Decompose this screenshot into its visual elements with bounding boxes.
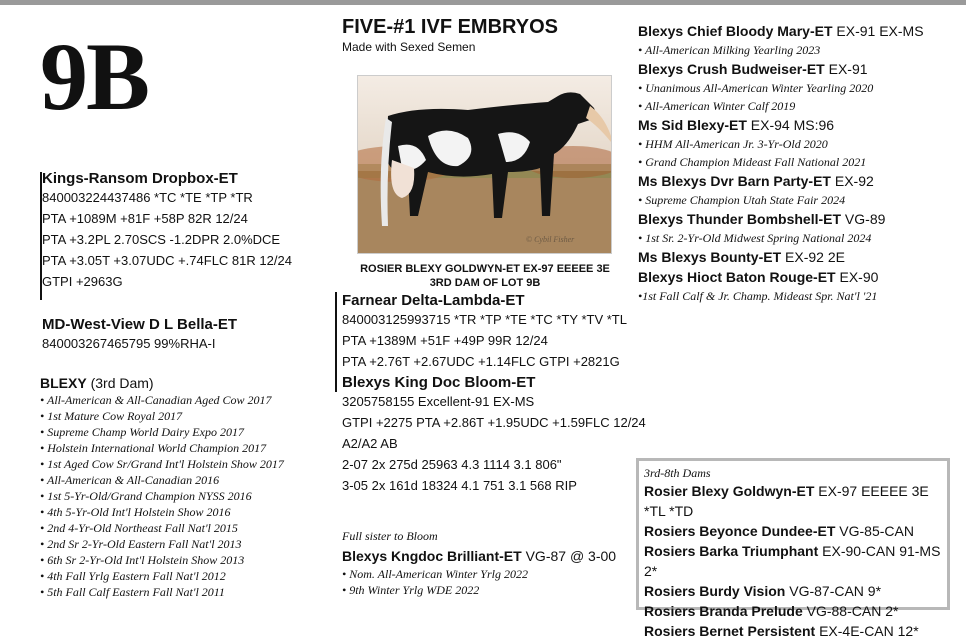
blexy-heading-note: (3rd Dam) — [86, 375, 154, 391]
embryo-sire-line: 840003125993715 *TR *TP *TE *TC *TY *TV *TL — [342, 312, 627, 327]
dams-box-row — [644, 621, 947, 641]
family-member-note: • Supreme Champion Utah State Fair 2024 — [638, 191, 958, 209]
dams-box-row — [644, 581, 947, 601]
lactation-record: 2-07 2x 275d 25963 4.3 1114 3.1 806" — [342, 457, 562, 472]
dams-box-row — [644, 481, 947, 521]
family-member-name: Blexys Hioct Baton Rouge-ET — [638, 269, 836, 285]
dams-box-row — [644, 521, 947, 541]
dams-box-label: 3rd-8th Dams — [644, 466, 711, 480]
dam-sire-line: 840003267465795 99%RHA-I — [42, 336, 216, 351]
embryo-sire-line: PTA +1389M +51F +49P 99R 12/24 — [342, 333, 548, 348]
blexy-award: • Supreme Champ World Dairy Expo 2017 — [40, 424, 284, 440]
photo-caption-line1: ROSIER BLEXY GOLDWYN-ET EX-97 EEEEE 3E — [360, 263, 610, 275]
family-list — [638, 21, 958, 305]
dams-box-row-score: VG-88-CAN 2* — [802, 603, 899, 619]
family-member-note-text: 1st Fall Calf & Jr. Champ. Mideast Spr. Nat'l '21 — [642, 289, 878, 303]
family-member-note: • Grand Champion Mideast Fall National 2021 — [638, 153, 958, 171]
family-member-note: • All-American Winter Calf 2019 — [638, 97, 958, 115]
lactation-record: 3-05 2x 161d 18324 4.1 751 3.1 568 RIP — [342, 478, 577, 493]
full-sister-score: VG-87 @ 3-00 — [521, 548, 617, 564]
photo-signature: © Cybil Fisher — [526, 235, 575, 244]
family-member-name: Ms Blexys Bounty-ET — [638, 249, 782, 265]
family-member-note: • 1st Sr. 2-Yr-Old Midwest Spring National 2024 — [638, 229, 958, 247]
full-sister-block — [342, 528, 616, 598]
pedigree-bracket-middle — [335, 292, 337, 392]
family-member-score: VG-89 — [841, 211, 886, 227]
blexy-heading-name: BLEXY — [40, 375, 87, 391]
blexy-award: • 2nd Sr 2-Yr-Old Eastern Fall Nat'l 2013 — [40, 536, 284, 552]
dams-box-row — [644, 541, 947, 581]
sire-line: PTA +3.2PL 2.70SCS -1.2DPR 2.0%DCE — [42, 232, 281, 247]
full-sister-title — [342, 546, 616, 566]
photo-caption-line2: 3RD DAM OF LOT 9B — [429, 277, 541, 289]
dams-box-row-score: EX-97 EEEEE 3E *TL *TD — [644, 483, 929, 519]
full-sister-award: • Nom. All-American Winter Yrlg 2022 — [342, 566, 616, 582]
dams-box-row-name: Rosiers Burdy Vision — [644, 583, 786, 599]
cow-photo — [357, 75, 612, 254]
family-member — [638, 247, 958, 267]
sire-line: 840003224437486 *TC *TE *TP *TR — [42, 190, 253, 205]
family-member-note: •1st Fall Calf & Jr. Champ. Mideast Spr. Nat'l '21 — [638, 289, 878, 303]
dam-sire-block — [42, 316, 237, 354]
dams-box-row — [644, 601, 947, 621]
embryo-sire-line: PTA +2.76T +2.67UDC +1.14FLC GTPI +2821G — [342, 354, 620, 369]
full-sister-label: Full sister to Bloom — [342, 529, 438, 543]
dams-box-row-score: VG-85-CAN — [835, 523, 914, 539]
blexy-award: • 5th Fall Calf Eastern Fall Nat'l 2011 — [40, 584, 284, 600]
header-title: FIVE-#1 IVF EMBRYOS — [342, 16, 558, 38]
dam-sire-name: MD-West-View D L Bella-ET — [42, 316, 238, 333]
dams-box-row-name: Rosiers Branda Prelude — [644, 603, 803, 619]
family-member-score: EX-94 MS:96 — [746, 117, 835, 133]
dams-box-row-score: EX-90-CAN 91-MS 2* — [644, 543, 941, 579]
family-member-name: Ms Sid Blexy-ET — [638, 117, 747, 133]
embryo-sire-name: Farnear Delta-Lambda-ET — [342, 292, 525, 309]
family-member-name: Blexys Crush Budweiser-ET — [638, 61, 825, 77]
cow-illustration — [358, 76, 611, 253]
blexy-heading — [40, 374, 284, 392]
blexy-award: • 1st Aged Cow Sr/Grand Int'l Holstein Show 2017 — [40, 456, 284, 472]
dam-line: A2/A2 AB — [342, 436, 398, 451]
dams-box-row-name: Rosiers Bernet Persistent — [644, 623, 816, 639]
blexy-award: • All-American & All-Canadian 2016 — [40, 472, 284, 488]
photo-caption — [340, 262, 630, 290]
sire-block — [42, 170, 292, 292]
dam-name: Blexys King Doc Bloom-ET — [342, 374, 536, 391]
family-member-name: Blexys Chief Bloody Mary-ET — [638, 23, 833, 39]
blexy-award: • 6th Sr 2-Yr-Old Int'l Holstein Show 2013 — [40, 552, 284, 568]
dams-box-row-score: EX-4E-CAN 12* — [815, 623, 919, 639]
header — [342, 16, 558, 56]
family-member — [638, 21, 958, 41]
family-member — [638, 267, 958, 287]
blexy-award: • 1st 5-Yr-Old/Grand Champion NYSS 2016 — [40, 488, 284, 504]
blexy-award: • 1st Mature Cow Royal 2017 — [40, 408, 284, 424]
sire-name: Kings-Ransom Dropbox-ET — [42, 170, 238, 187]
dam-line: 3205758155 Excellent-91 EX-MS — [342, 394, 535, 409]
blexy-award: • All-American & All-Canadian Aged Cow 2017 — [40, 392, 284, 408]
family-member-score: EX-92 2E — [781, 249, 845, 265]
header-subtitle: Made with Sexed Semen — [342, 40, 476, 54]
sire-line: GTPI +2963G — [42, 274, 123, 289]
family-member-note: • All-American Milking Yearling 2023 — [638, 41, 958, 59]
blexy-block — [40, 374, 284, 600]
dams-box-row-score: VG-87-CAN 9* — [785, 583, 882, 599]
embryo-sire-block — [342, 292, 646, 496]
family-member-score: EX-90 — [835, 269, 879, 285]
family-member-score: EX-92 — [830, 173, 874, 189]
family-member-note: • Unanimous All-American Winter Yearling 2020 — [638, 79, 958, 97]
top-rule — [0, 0, 966, 5]
full-sister-name: Blexys Kngdoc Brilliant-ET — [342, 548, 522, 564]
blexy-award: • 4th 5-Yr-Old Int'l Holstein Show 2016 — [40, 504, 284, 520]
family-member — [638, 59, 958, 79]
dams-box-row-name: Rosier Blexy Goldwyn-ET — [644, 483, 815, 499]
full-sister-award: • 9th Winter Yrlg WDE 2022 — [342, 582, 616, 598]
dams-box-row-name: Rosiers Barka Triumphant — [644, 543, 819, 559]
sire-line: PTA +3.05T +3.07UDC +.74FLC 81R 12/24 — [42, 253, 292, 268]
lot-number: 9B — [40, 23, 149, 130]
family-member-score: EX-91 — [824, 61, 868, 77]
blexy-award: • 2nd 4-Yr-Old Northeast Fall Nat'l 2015 — [40, 520, 284, 536]
dams-box — [636, 458, 950, 639]
family-member-note: • HHM All-American Jr. 3-Yr-Old 2020 — [638, 135, 958, 153]
family-member — [638, 115, 958, 135]
family-member-score: EX-91 EX-MS — [832, 23, 924, 39]
dam-line: GTPI +2275 PTA +2.86T +1.95UDC +1.59FLC 12/24 — [342, 415, 646, 430]
family-member-name: Ms Blexys Dvr Barn Party-ET — [638, 173, 831, 189]
family-member-name: Blexys Thunder Bombshell-ET — [638, 211, 842, 227]
sire-line: PTA +1089M +81F +58P 82R 12/24 — [42, 211, 248, 226]
blexy-award: • 4th Fall Yrlg Eastern Fall Nat'l 2012 — [40, 568, 284, 584]
dams-box-row-name: Rosiers Beyonce Dundee-ET — [644, 523, 836, 539]
family-member — [638, 171, 958, 191]
blexy-award: • Holstein International World Champion 2017 — [40, 440, 284, 456]
family-member — [638, 209, 958, 229]
